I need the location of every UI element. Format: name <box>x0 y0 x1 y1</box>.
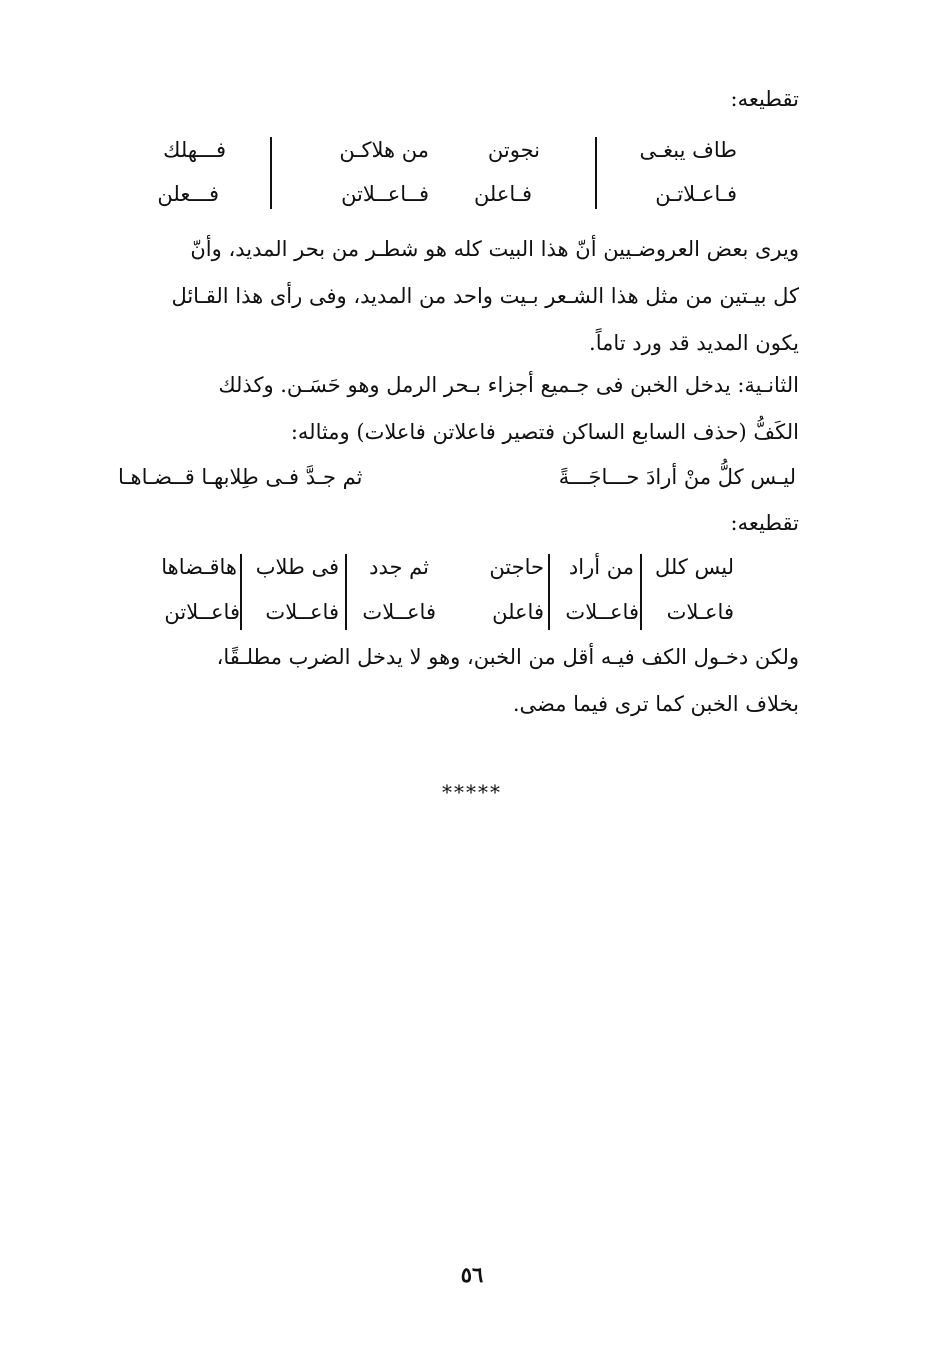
scansion-cell: هاقـضاها <box>161 555 237 579</box>
paragraph-2 <box>79 362 799 456</box>
scansion-heading-2: تقطيعه: <box>730 511 799 535</box>
scansion-cell: طاف يبغـى <box>639 138 737 162</box>
verse-hemistich-first: ليـس كلُّ منْ أرادَ حـــاجَـــةً <box>558 465 796 489</box>
paragraph-line: يكون المديد قد ورد تاماً. <box>589 331 799 355</box>
scansion-cell: فاعــلاتن <box>164 600 240 624</box>
verse-hemistich-second: ثم جـدَّ فـى طِلابهـا قــضـاهـا <box>118 465 363 489</box>
scansion-cell: فاعـلات <box>666 600 734 624</box>
scansion-cell: فـــعلن <box>157 182 219 206</box>
scansion-table-1 <box>0 135 944 215</box>
paragraph-line: ولكن دخـول الكف فيـه أقل من الخبن، وهو لا يدخل الضرب مطلـقًا، <box>216 645 799 669</box>
scansion-divider <box>640 554 642 630</box>
scansion-cell: فاعــلات <box>362 600 436 624</box>
scansion-cell: ثم جدد <box>369 555 429 579</box>
scansion-cell: فـاعـلاتـن <box>655 182 737 206</box>
scansion-divider <box>595 137 597 209</box>
paragraph-3 <box>79 634 799 728</box>
paragraph-line: ويرى بعض العروضـيين أنّ هذا البيت كله هو شطـر من بحر المديد، وأنّ <box>190 237 799 261</box>
scansion-cell: فاعــلات <box>565 600 639 624</box>
scansion-cell: فاعــلات <box>265 600 339 624</box>
scansion-divider <box>345 554 347 630</box>
scansion-cell: ليس كلل <box>654 555 734 579</box>
scansion-divider <box>548 554 550 630</box>
paragraph-line: الكَفُّ (حذف السابع الساكن فتصير فاعلاتن فاعلات) ومثاله: <box>290 420 799 444</box>
scansion-divider <box>240 554 242 630</box>
scansion-cell: نجوتن <box>487 138 540 162</box>
paragraph-line: بخلاف الخبن كما ترى فيما مضى. <box>512 692 799 716</box>
paragraph-line: الثانـية: يدخل الخبن فى جـميع أجزاء بـحر الرمل وهو حَسَـن. وكذلك <box>218 373 799 397</box>
scansion-cell: من هلاكـن <box>339 138 429 162</box>
scansion-cell: فـــهلك <box>163 138 226 162</box>
scansion-cell: فاعلن <box>492 600 544 624</box>
scansion-cell: فى طلاب <box>255 555 339 579</box>
scansion-table-2 <box>0 552 944 632</box>
scansion-divider <box>270 137 272 209</box>
section-separator: ***** <box>442 780 502 804</box>
scansion-cell: من أراد <box>568 555 634 579</box>
scansion-cell: حاجتن <box>489 555 544 579</box>
page-number: ٥٦ <box>460 1262 484 1287</box>
paragraph-line: كل بيـتين من مثل هذا الشـعر بـيت واحد من المديد، وفى رأى هذا القـائل <box>171 284 799 308</box>
scansion-cell: فـاعلن <box>473 182 532 206</box>
scansion-heading-1: تقطيعه: <box>730 87 799 111</box>
paragraph-1 <box>79 226 799 367</box>
scansion-cell: فــاعــلاتن <box>341 182 429 206</box>
